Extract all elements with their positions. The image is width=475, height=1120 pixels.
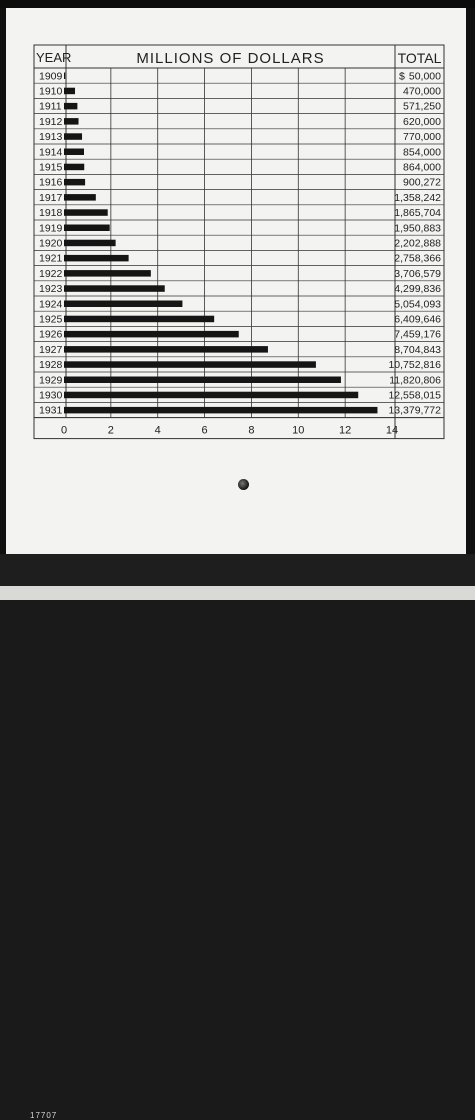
total-value: $ (399, 70, 405, 83)
year-label: 1920 (39, 237, 63, 250)
year-label: 1913 (39, 131, 63, 144)
bar-1920 (64, 240, 116, 247)
year-label: 1925 (39, 313, 63, 326)
year-label: 1919 (39, 222, 63, 235)
bar-1909 (64, 73, 65, 80)
bar-1915 (64, 164, 84, 171)
year-label: 1914 (39, 146, 63, 159)
year-label: 1909 (39, 70, 63, 83)
x-tick-label: 10 (292, 424, 305, 437)
year-label: 1915 (39, 161, 63, 174)
year-label: 1911 (39, 100, 62, 113)
x-tick-label: 14 (385, 424, 399, 437)
total-value: 1,950,883 (394, 222, 441, 235)
bar-1928 (64, 361, 316, 368)
bar-1912 (64, 118, 79, 125)
x-tick-label: 0 (60, 424, 68, 437)
bar-1910 (64, 88, 75, 95)
x-tick-label: 6 (201, 424, 208, 437)
total-value: 5,054,093 (394, 298, 441, 311)
year-label: 1923 (39, 283, 63, 296)
bar-1921 (64, 255, 129, 262)
negative-number: 17707 (30, 1111, 58, 1120)
year-label: 1931 (39, 404, 63, 417)
total-value: 854,000 (403, 146, 441, 159)
bar-1916 (64, 179, 85, 186)
bar-1927 (64, 346, 268, 353)
chart-title: MILLIONS OF DOLLARS (136, 50, 325, 67)
year-label: 1918 (39, 207, 63, 220)
year-label: 1912 (39, 115, 63, 128)
total-value: 6,409,646 (394, 313, 441, 326)
year-label: 1930 (39, 389, 63, 402)
total-value: 50,000 (408, 70, 441, 83)
year-label: 1910 (39, 85, 63, 98)
total-value: 900,272 (403, 176, 441, 189)
x-tick-label: 4 (154, 424, 161, 437)
total-value: 7,459,176 (394, 328, 441, 341)
bar-1913 (64, 133, 82, 140)
year-label: 1924 (39, 298, 63, 311)
total-value: 2,758,366 (394, 252, 441, 265)
year-label: 1917 (39, 191, 63, 204)
bar-1922 (64, 270, 151, 277)
bar-1919 (64, 225, 110, 232)
year-label: 1926 (39, 328, 63, 341)
year-column-header: YEAR (36, 50, 72, 65)
total-value: 620,000 (403, 115, 441, 128)
total-value: 13,379,772 (388, 404, 441, 417)
total-value: 10,752,816 (388, 359, 441, 372)
year-label: 1921 (39, 252, 63, 265)
total-value: 3,706,579 (394, 267, 441, 280)
bar-1917 (64, 194, 96, 201)
total-value: 770,000 (403, 131, 441, 144)
total-column-header: TOTAL (397, 50, 442, 66)
total-value: 12,558,015 (388, 389, 441, 402)
total-value: 2,202,888 (394, 237, 441, 250)
total-value: 8,704,843 (394, 343, 441, 356)
year-label: 1922 (39, 267, 63, 280)
total-value: 470,000 (403, 85, 441, 98)
total-value: 864,000 (403, 161, 441, 174)
total-value: 1,358,242 (394, 191, 441, 204)
total-value: 11,820,806 (389, 374, 441, 387)
year-label: 1927 (39, 343, 63, 356)
bar-1930 (64, 392, 358, 399)
total-value: 1,865,704 (394, 207, 441, 220)
bar-1923 (64, 285, 165, 292)
total-value: 571,250 (403, 100, 441, 113)
bar-1914 (64, 149, 84, 156)
year-label: 1928 (39, 359, 63, 372)
x-tick-label: 12 (339, 424, 352, 437)
bar-1931 (64, 407, 377, 414)
bar-1926 (64, 331, 239, 338)
x-tick-label: 8 (248, 424, 255, 437)
x-tick-label: 2 (107, 424, 114, 437)
bar-1929 (64, 377, 341, 384)
bar-1924 (64, 301, 182, 308)
total-value: 4,299,836 (394, 283, 441, 296)
bar-1925 (64, 316, 214, 323)
bar-1911 (64, 103, 77, 110)
bar-1918 (64, 209, 108, 216)
year-label: 1929 (39, 374, 63, 387)
year-label: 1916 (39, 176, 63, 189)
